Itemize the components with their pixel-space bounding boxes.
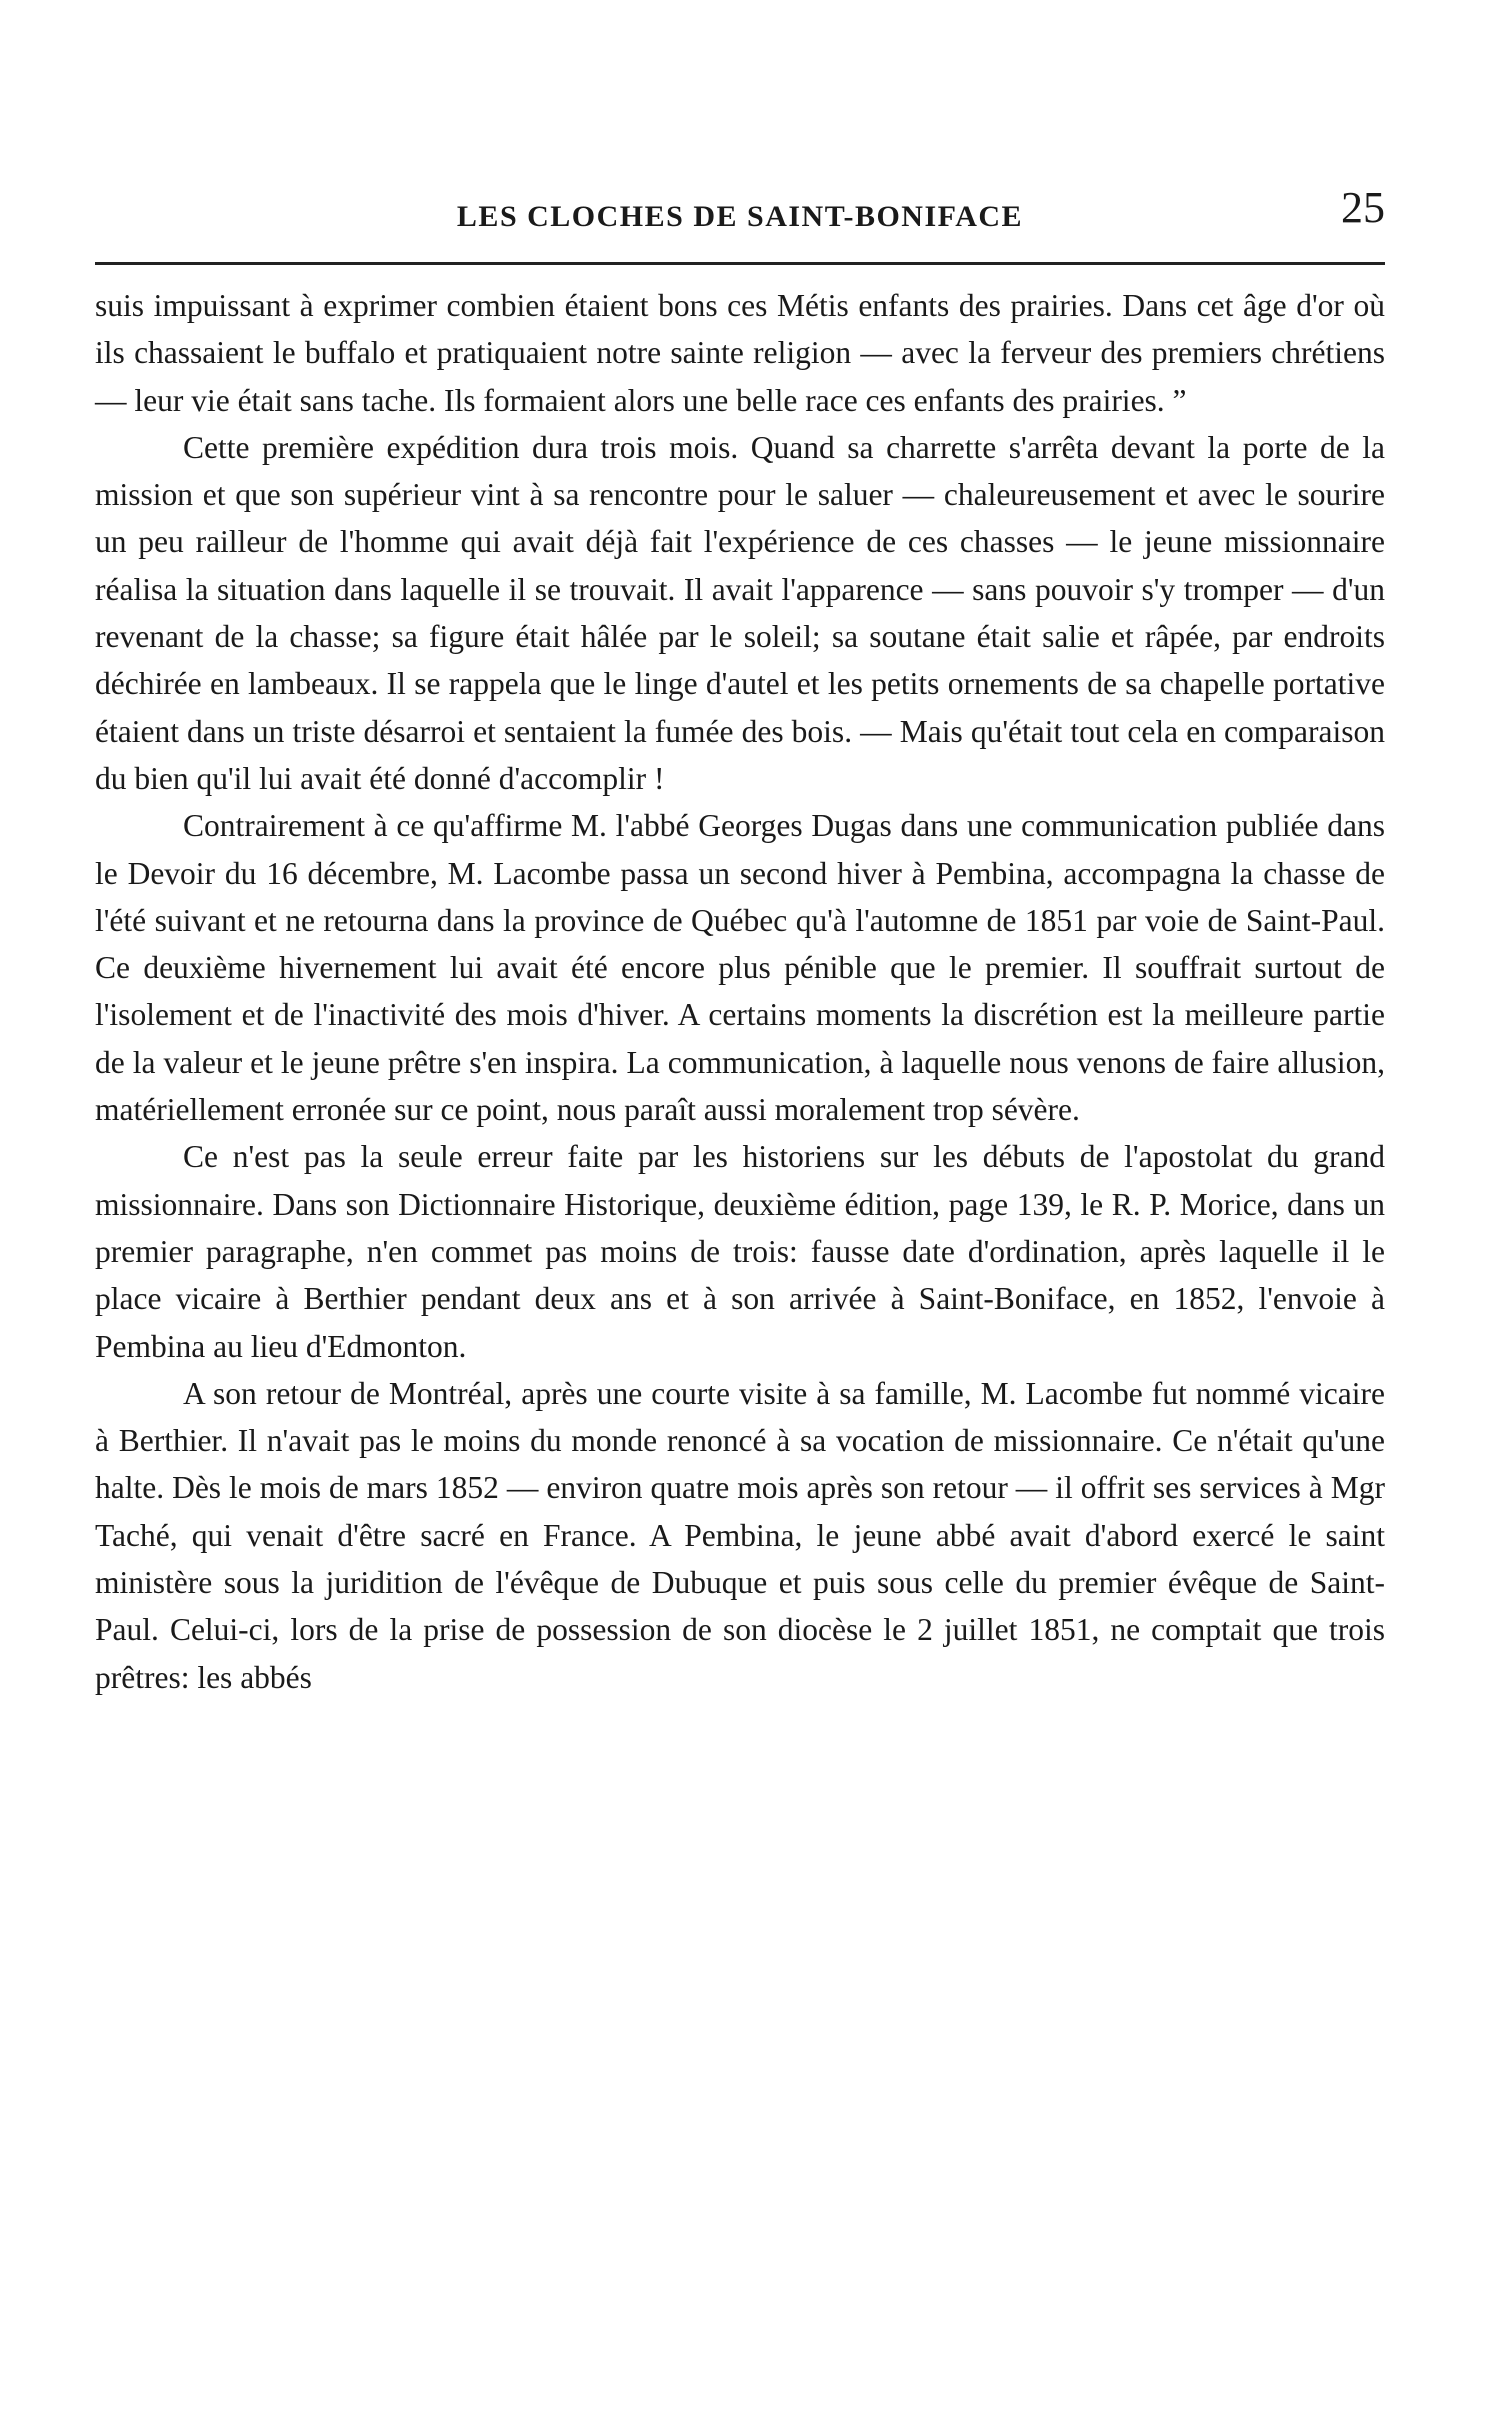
running-title: LES CLOCHES DE SAINT-BONIFACE [456,200,1024,233]
paragraph-first-expedition: Cette première expédition dura trois mois. Quand sa charrette s'arrêta devant la porte de la mission et que son supérieur vint à sa rencontre pour le saluer — chaleureusement et avec le sourire un peu railleur de l'homme qui avait déjà fait l'expérience de ces chasses — le jeune missionnaire réalisa la situation dans laquelle il se trouvait. Il avait l'apparence — sans pouvoir s'y tromper — d'un revenant de la chasse; sa figure était hâlée par le soleil; sa soutane était salie et râpée, par endroits déchirée en lambeaux. Il se rappela que le linge d'autel et les petits ornements de sa chapelle portative étaient dans un triste désarroi et sentaient la fumée des bois. — Mais qu'était tout cela en comparaison du bien qu'il lui avait été donné d'accomplir ! [95,429,1385,796]
paragraph-return-montreal: A son retour de Montréal, après une courte visite à sa famille, M. Lacombe fut nommé vicaire à Berthier. Il n'avait pas le moins du monde renoncé à sa vocation de missionnaire. Ce n'était qu'une halte. Dès le mois de mars 1852 — environ quatre mois après son retour — il offrit ses services à Mgr Taché, qui venait d'être sacré en France. A Pembina, le jeune abbé avait d'abord exercé le saint ministère sous la juridition de l'évêque de Dubuque et puis sous celle du premier évêque de Saint-Paul. Celui-ci, lors de la prise de possession de son diocèse le 2 juillet 1851, ne comptait que trois prêtres: les abbés [95,1375,1385,1695]
header-rule [95,262,1385,265]
paragraph-second-winter: Contrairement à ce qu'affirme M. l'abbé Georges Dugas dans une communication publiée dans le Devoir du 16 décembre, M. Lacombe passa un second hiver à Pembina, accompagna la chasse de l'été suivant et ne retourna dans la province de Québec qu'à l'automne de 1851 par voie de Saint-Paul. Ce deuxième hivernement lui avait été encore plus pénible que le premier. Il souffrait surtout de l'isolement et de l'inactivité des mois d'hiver. A certains moments la discrétion est la meilleure partie de la valeur et le jeune prêtre s'en inspira. La communication, à laquelle nous venons de faire allusion, matériellement erronée sur ce point, nous paraît aussi moralement trop sévère. [95,808,1385,1128]
body-text [95,282,1385,1701]
page-header [95,182,1385,252]
paragraph-continuation: suis impuissant à exprimer combien étaient bons ces Métis enfants des prairies. Dans cet âge d'or où ils chassaient le buffalo et pratiquaient notre sainte religion — avec la ferveur des premiers chrétiens — leur vie était sans tache. Ils formaient alors une belle race ces enfants des prairies. ” [95,288,1385,418]
page-number: 25 [1341,183,1385,232]
paragraph-historians-errors: Ce n'est pas la seule erreur faite par les historiens sur les débuts de l'apostolat du grand missionnaire. Dans son Dictionnaire Historique, deuxième édition, page 139, le R. P. Morice, dans un premier paragraphe, n'en commet pas moins de trois: fausse date d'ordination, après laquelle il le place vicaire à Berthier pendant deux ans et à son arrivée à Saint-Boniface, en 1852, l'envoie à Pembina au lieu d'Edmonton. [95,1139,1385,1364]
